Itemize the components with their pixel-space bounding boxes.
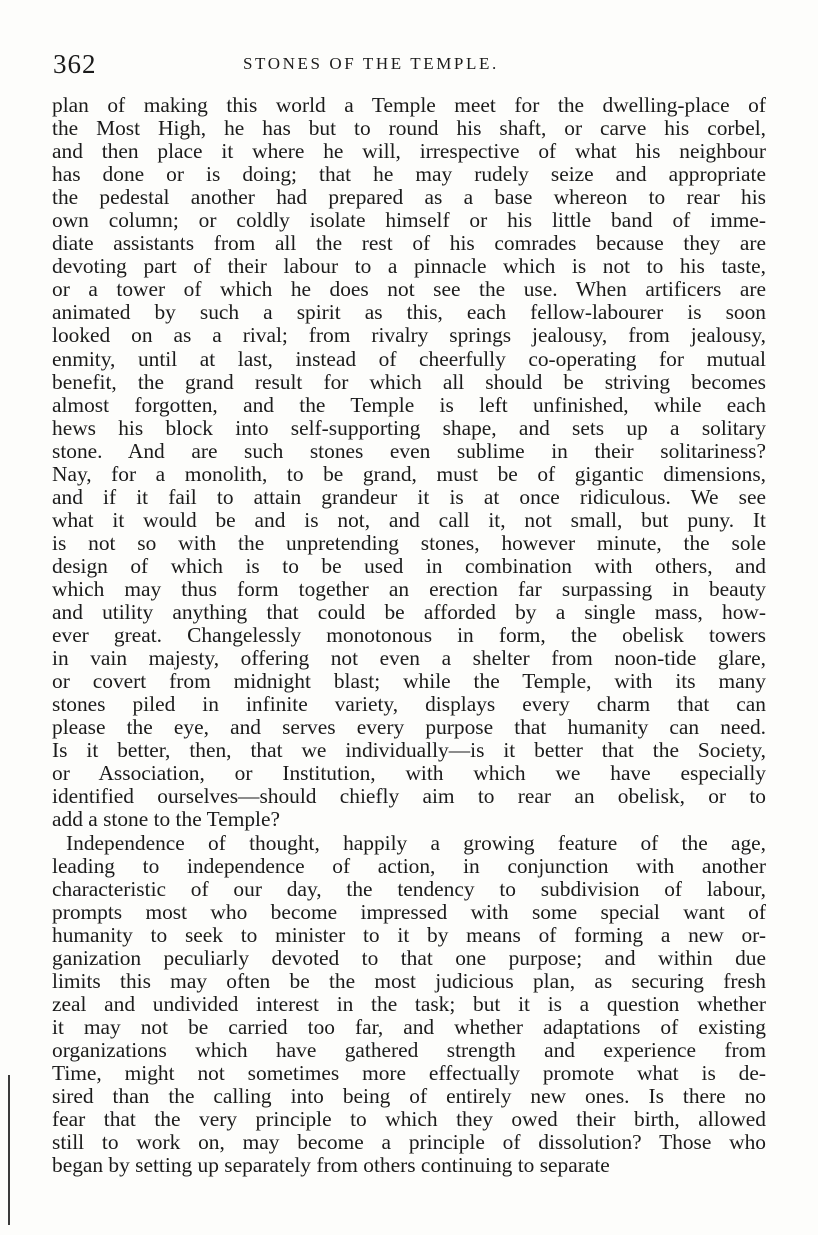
text-line: it may not be carried too far, and whether adaptations of existing [52, 1015, 766, 1039]
text-line: and utility anything that could be afforded by a single mass, how- [52, 601, 766, 625]
text-line: Nay, for a monolith, to be grand, must be of gigantic dimensions, [52, 462, 766, 486]
text-line: or a tower of which he does not see the use. When artificers are [52, 278, 766, 302]
text-line: the Most High, he has but to round his shaft, or carve his corbel, [52, 117, 766, 141]
text-line: prompts most who become impressed with some special want of [52, 900, 766, 924]
body-text [52, 94, 766, 1177]
text-line: plan of making this world a Temple meet for the dwelling-place of [52, 94, 766, 117]
text-line: ever great. Changelessly monotonous in form, the obelisk towers [52, 624, 766, 648]
text-line: design of which is to be used in combination with others, and [52, 554, 766, 578]
text-line: diate assistants from all the rest of his comrades because they are [52, 232, 766, 256]
text-line: and then place it where he will, irrespective of what his neighbour [52, 140, 766, 164]
text-line: ganization peculiarly devoted to that one purpose; and within due [52, 946, 766, 970]
text-line: limits this may often be the most judicious plan, as securing fresh [52, 969, 766, 993]
running-head: STONES OF THE TEMPLE. [243, 54, 499, 73]
text-line: benefit, the grand result for which all should be striving becomes [52, 370, 766, 394]
text-line: leading to independence of action, in conjunction with another [52, 854, 766, 878]
text-line: is not so with the unpretending stones, however minute, the sole [52, 531, 766, 555]
text-line: in vain majesty, offering not even a shelter from noon-tide glare, [52, 647, 766, 671]
text-line: the pedestal another had prepared as a base whereon to rear his [52, 186, 766, 210]
text-line: or covert from midnight blast; while the Temple, with its many [52, 670, 766, 694]
text-line: Independence of thought, happily a growing feature of the age, [66, 831, 766, 855]
text-line: animated by such a spirit as this, each fellow-labourer is soon [52, 301, 766, 325]
text-line: sired than the calling into being of entirely new ones. Is there no [52, 1085, 766, 1109]
text-line: almost forgotten, and the Temple is left unfinished, while each [52, 393, 766, 417]
text-line: humanity to seek to minister to it by means of forming a new or- [52, 923, 766, 947]
text-line: has done or is doing; that he may rudely seize and appropriate [52, 163, 766, 187]
page-number: 362 [53, 49, 97, 79]
text-line: stone. And are such stones even sublime in their solitariness? [52, 439, 766, 463]
text-line: organizations which have gathered strength and experience from [52, 1038, 766, 1062]
text-line: and if it fail to attain grandeur it is at once ridiculous. We see [52, 485, 766, 509]
text-line: zeal and undivided interest in the task; but it is a question whether [52, 992, 766, 1016]
text-line: add a stone to the Temple? [52, 808, 280, 832]
text-line: began by setting up separately from others continuing to separate [52, 1154, 610, 1178]
text-line: or Association, or Institution, with which we have especially [52, 762, 766, 786]
text-line: looked on as a rival; from rivalry springs jealousy, from jealousy, [52, 324, 766, 348]
text-line: Is it better, then, that we individually—is it better that the Society, [52, 739, 766, 763]
margin-rule [8, 1075, 10, 1225]
text-line: please the eye, and serves every purpose that humanity can need. [52, 716, 766, 740]
text-line: enmity, until at last, instead of cheerfully co-operating for mutual [52, 347, 766, 371]
text-line: identified ourselves—should chiefly aim to rear an obelisk, or to [52, 785, 766, 809]
text-line: characteristic of our day, the tendency to subdivision of labour, [52, 877, 766, 901]
text-line: own column; or coldly isolate himself or his little band of imme- [52, 209, 766, 233]
text-line: devoting part of their labour to a pinnacle which is not to his taste, [52, 255, 766, 279]
text-line: which may thus form together an erection far surpassing in beauty [52, 577, 766, 601]
text-line: fear that the very principle to which they owed their birth, allowed [52, 1108, 766, 1132]
text-line: stones piled in infinite variety, displays every charm that can [52, 693, 766, 717]
text-line: still to work on, may become a principle of dissolution? Those who [52, 1131, 766, 1155]
text-line: what it would be and is not, and call it, not small, but puny. It [52, 508, 766, 532]
text-line: hews his block into self-supporting shape, and sets up a solitary [52, 416, 766, 440]
page-header [53, 44, 765, 84]
text-line: Time, might not sometimes more effectually promote what is de- [52, 1061, 766, 1085]
